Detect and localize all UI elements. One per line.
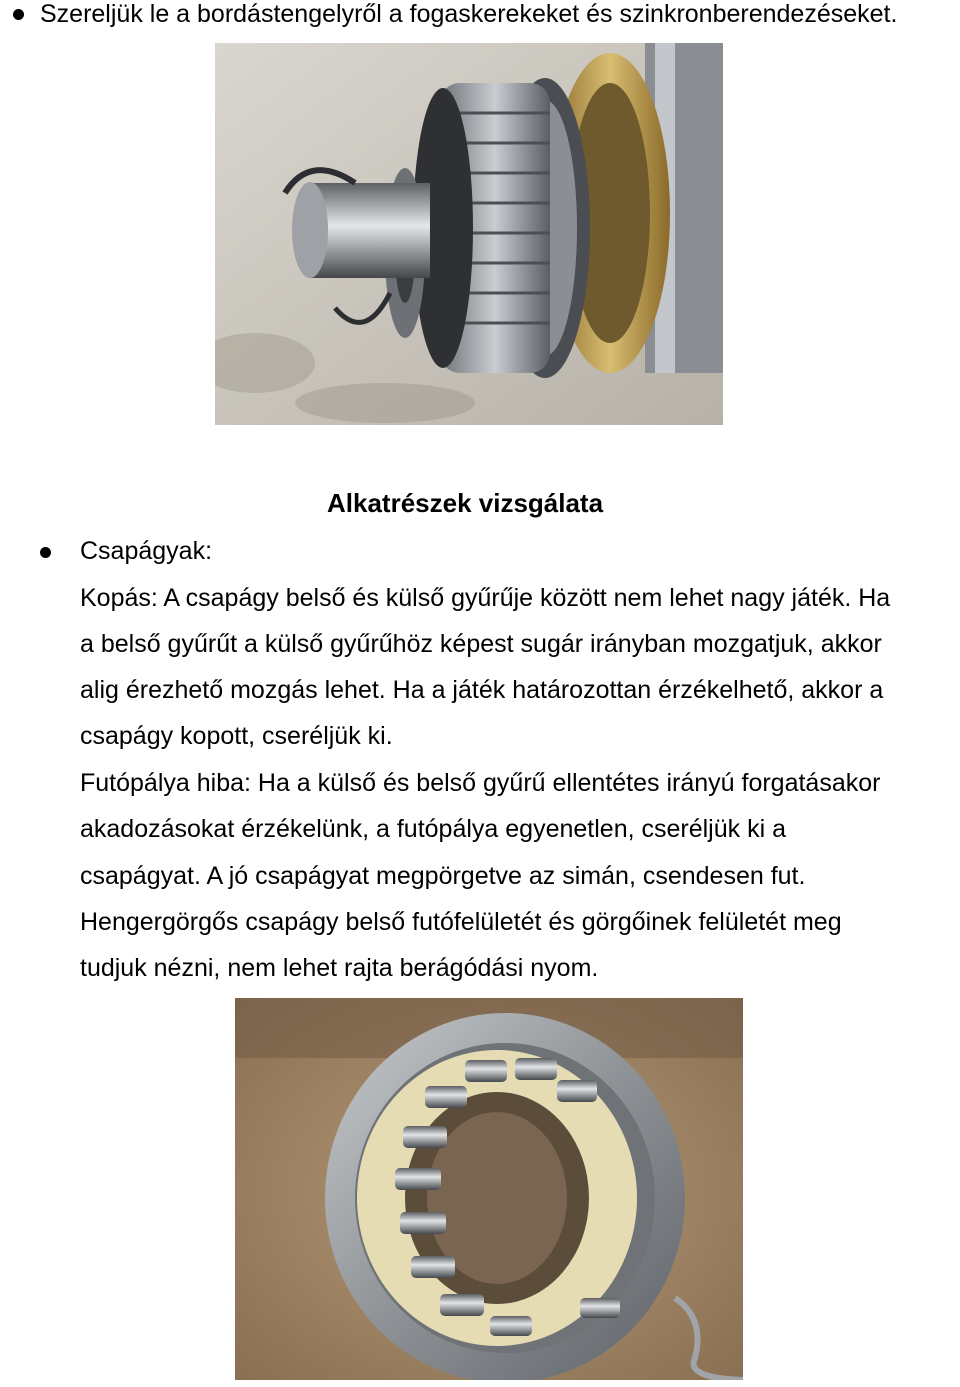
body-line: csapágy kopott, cseréljük ki. <box>80 722 393 750</box>
body-line: Futópálya hiba: Ha a külső és belső gyűrű ellentétes irányú forgatásakor <box>80 769 881 797</box>
intro-bullet-text: Szereljük le a bordástengelyről a fogaskerekeket és szinkronberendezéseket. <box>40 0 898 28</box>
bullet-dot <box>13 9 24 20</box>
roller-bearing-photo <box>235 998 743 1380</box>
body-line: csapágyat. A jó csapágyat megpörgetve az simán, csendesen fut. <box>80 862 806 890</box>
gearshaft-photo <box>215 43 723 425</box>
body-line: akadozásokat érzékelünk, a futópálya egyenetlen, cseréljük ki a <box>80 815 786 843</box>
section-title: Alkatrészek vizsgálata <box>327 488 604 518</box>
body-line: tudjuk nézni, nem lehet rajta berágódási nyom. <box>80 954 599 982</box>
bullet-dot <box>40 547 51 558</box>
body-line: a belső gyűrűt a külső gyűrűhöz képest sugár irányban mozgatjuk, akkor <box>80 630 882 658</box>
body-line: Hengergörgős csapágy belső futófelületét és görgőinek felületét meg <box>80 908 842 936</box>
bearings-bullet-text: Csapágyak: <box>80 537 213 565</box>
body-line: alig érezhető mozgás lehet. Ha a játék határozottan érzékelhető, akkor a <box>80 676 884 704</box>
body-line: Kopás: A csapágy belső és külső gyűrűje között nem lehet nagy játék. Ha <box>80 584 891 612</box>
